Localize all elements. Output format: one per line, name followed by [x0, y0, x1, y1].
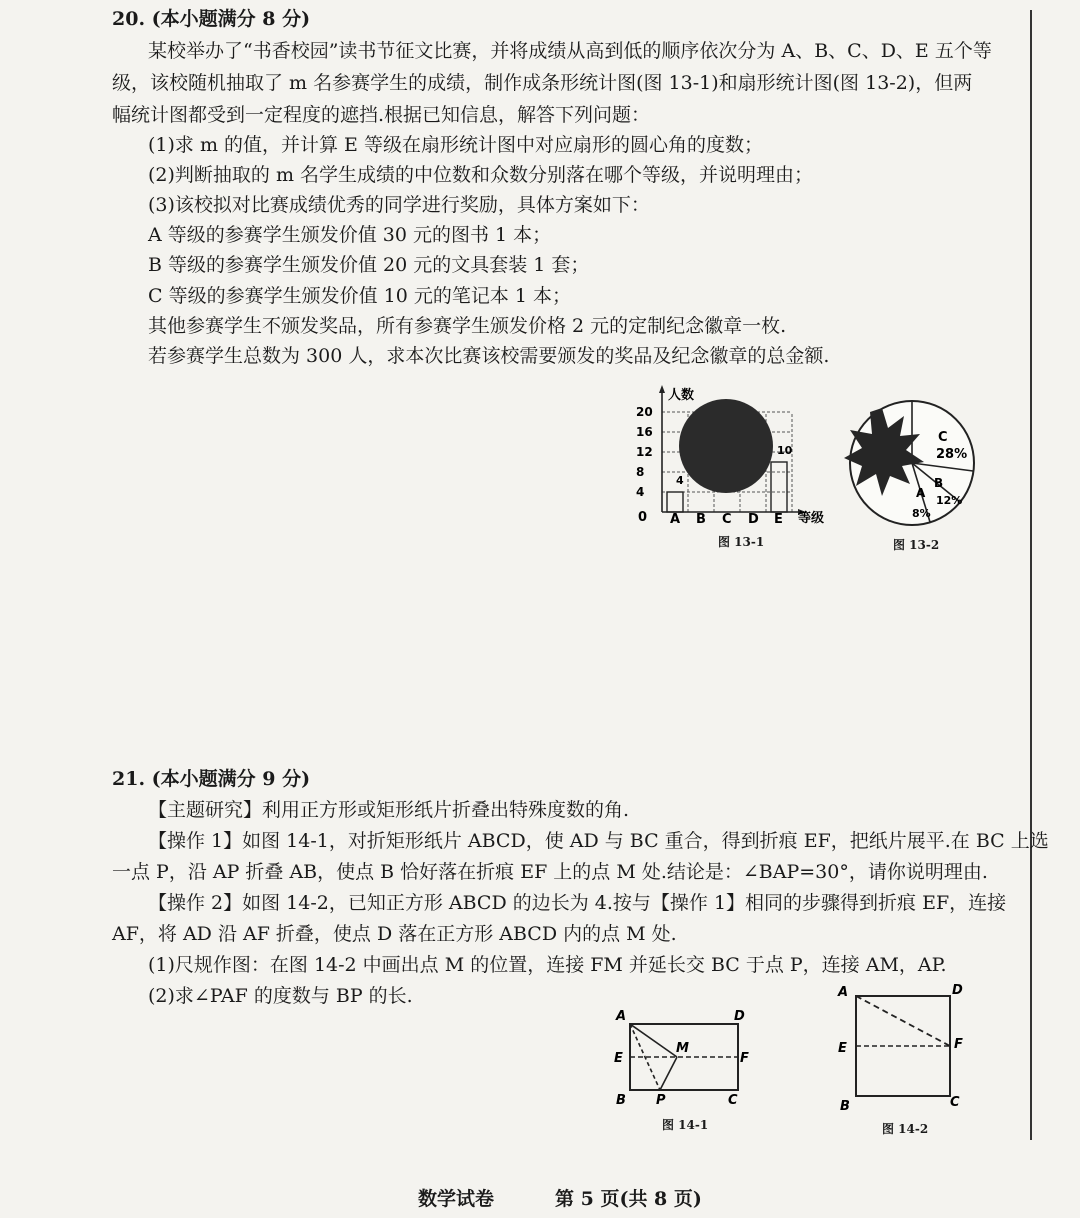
fig2-label-a: A [838, 985, 849, 1000]
fig1-label-a: A [616, 1009, 627, 1024]
q20-part-1: (1)求 m 的值，并计算 E 等级在扇形统计图中对应扇形的圆心角的度数； [148, 134, 763, 156]
pie-a-pct: 8% [912, 507, 931, 520]
fig1-label-b: B [616, 1093, 626, 1108]
q20-award-a: A 等级的参赛学生颁发价值 30 元的图书 1 本； [148, 224, 552, 246]
q20-award-b: B 等级的参赛学生颁发价值 20 元的文具套装 1 套； [148, 254, 590, 276]
fig2-label-f: F [954, 1037, 963, 1052]
x-cat-A: A [670, 512, 681, 527]
bar-e-value: 10 [777, 444, 793, 457]
footer-page-number: 第 5 页(共 8 页) [555, 1188, 702, 1210]
fig2-label-d: D [952, 983, 963, 998]
q21-op2-line-2: AF，将 AD 沿 AF 折叠，使点 D 落在正方形 ABCD 内的点 M 处. [112, 923, 677, 945]
pie-c-pct: 28% [936, 447, 968, 462]
fig-13-2-caption: 图 13-2 [893, 538, 940, 552]
pie-chart-13-2 [842, 398, 982, 528]
y-tick-12: 12 [636, 445, 653, 459]
ink-blot-circle [679, 399, 773, 493]
fig-14-2-caption: 图 14-2 [882, 1122, 929, 1136]
fig1-label-d: D [734, 1009, 745, 1024]
fig1-label-e: E [614, 1051, 623, 1066]
square-abcd [856, 996, 950, 1096]
bar-E [771, 462, 787, 512]
q20-part-3: (3)该校拟对比赛成绩优秀的同学进行奖励，具体方案如下： [148, 194, 650, 216]
fig2-label-c: C [950, 1095, 960, 1110]
footer-subject: 数学试卷 [418, 1188, 495, 1210]
bar-a-value: 4 [676, 474, 684, 487]
q21-header: 21. (本小题满分 9 分) [112, 768, 311, 790]
bar-A [667, 492, 683, 512]
q20-line-3: 幅统计图都受到一定程度的遮挡.根据已知信息，解答下列问题： [112, 104, 651, 126]
y-tick-20: 20 [636, 405, 653, 419]
q20-header: 20. (本小题满分 8 分) [112, 8, 311, 30]
right-margin-rule [1030, 10, 1032, 1140]
bar-chart-13-1 [628, 382, 838, 527]
q21-op2-line-1: 【操作 2】如图 14-2，已知正方形 ABCD 的边长为 4.按与【操作 1】相同的步骤得到折痕 EF，连接 [148, 892, 1007, 914]
q20-award-other: 其他参赛学生不颁发奖品，所有参赛学生颁发价格 2 元的定制纪念徽章一枚. [148, 315, 787, 337]
q21-part-1: (1)尺规作图：在图 14-2 中画出点 M 的位置，连接 FM 并延长交 BC 于点 P，连接 AM，AP. [148, 954, 947, 976]
fig1-label-p: P [656, 1093, 666, 1108]
q20-part-2: (2)判断抽取的 m 名学生成绩的中位数和众数分别落在哪个等级，并说明理由； [148, 164, 814, 186]
origin-label: 0 [638, 510, 648, 525]
x-cat-D: D [748, 512, 759, 527]
figure-14-1 [606, 1004, 766, 1110]
y-axis-arrow [659, 385, 665, 393]
y-tick-8: 8 [636, 465, 645, 479]
pie-c-label: C [938, 430, 948, 445]
pie-b-pct: 12% [936, 494, 963, 507]
fig-14-1-caption: 图 14-1 [662, 1118, 709, 1132]
fig1-label-f: F [740, 1051, 749, 1066]
q20-line-2: 级，该校随机抽取了 m 名参赛学生的成绩，制作成条形统计图(图 13-1)和扇形统计图(图 13-2)，但两 [112, 72, 973, 94]
pie-a-label: A [916, 486, 926, 500]
y-tick-16: 16 [636, 425, 653, 439]
q21-topic: 【主题研究】利用正方形或矩形纸片折叠出特殊度数的角. [148, 799, 630, 821]
x-cat-B: B [696, 512, 706, 527]
y-tick-4: 4 [636, 485, 645, 499]
fold-af [856, 996, 950, 1046]
q21-part-2: (2)求∠PAF 的度数与 BP 的长. [148, 985, 413, 1007]
fig1-label-m: M [676, 1041, 689, 1056]
y-axis-title: 人数 [668, 388, 695, 403]
segment-mp [660, 1057, 677, 1090]
q20-total-question: 若参赛学生总数为 300 人，求本次比赛该校需要颁发的奖品及纪念徽章的总金额. [148, 345, 830, 367]
figure-14-2 [830, 980, 980, 1115]
q21-op1-line-1: 【操作 1】如图 14-1，对折矩形纸片 ABCD，使 AD 与 BC 重合，得到折痕 EF，把纸片展平.在 BC 上选 [148, 830, 1049, 852]
fig2-label-e: E [838, 1041, 847, 1056]
q20-line-1: 某校举办了“书香校园”读书节征文比赛，并将成绩从高到低的顺序依次分为 A、B、C、D、E 五个等 [148, 40, 992, 62]
x-axis-title: 等级 [798, 511, 825, 526]
x-cat-C: C [722, 512, 732, 527]
fig-13-1-caption: 图 13-1 [718, 535, 765, 549]
fig2-label-b: B [840, 1099, 850, 1114]
fig1-label-c: C [728, 1093, 738, 1108]
pie-b-label: B [934, 476, 944, 490]
q21-op1-line-2: 一点 P，沿 AP 折叠 AB，使点 B 恰好落在折痕 EF 上的点 M 处.结论是：∠BAP=30°，请你说明理由. [112, 861, 988, 883]
x-cat-E: E [774, 512, 783, 527]
q20-award-c: C 等级的参赛学生颁发价值 10 元的笔记本 1 本； [148, 285, 572, 307]
